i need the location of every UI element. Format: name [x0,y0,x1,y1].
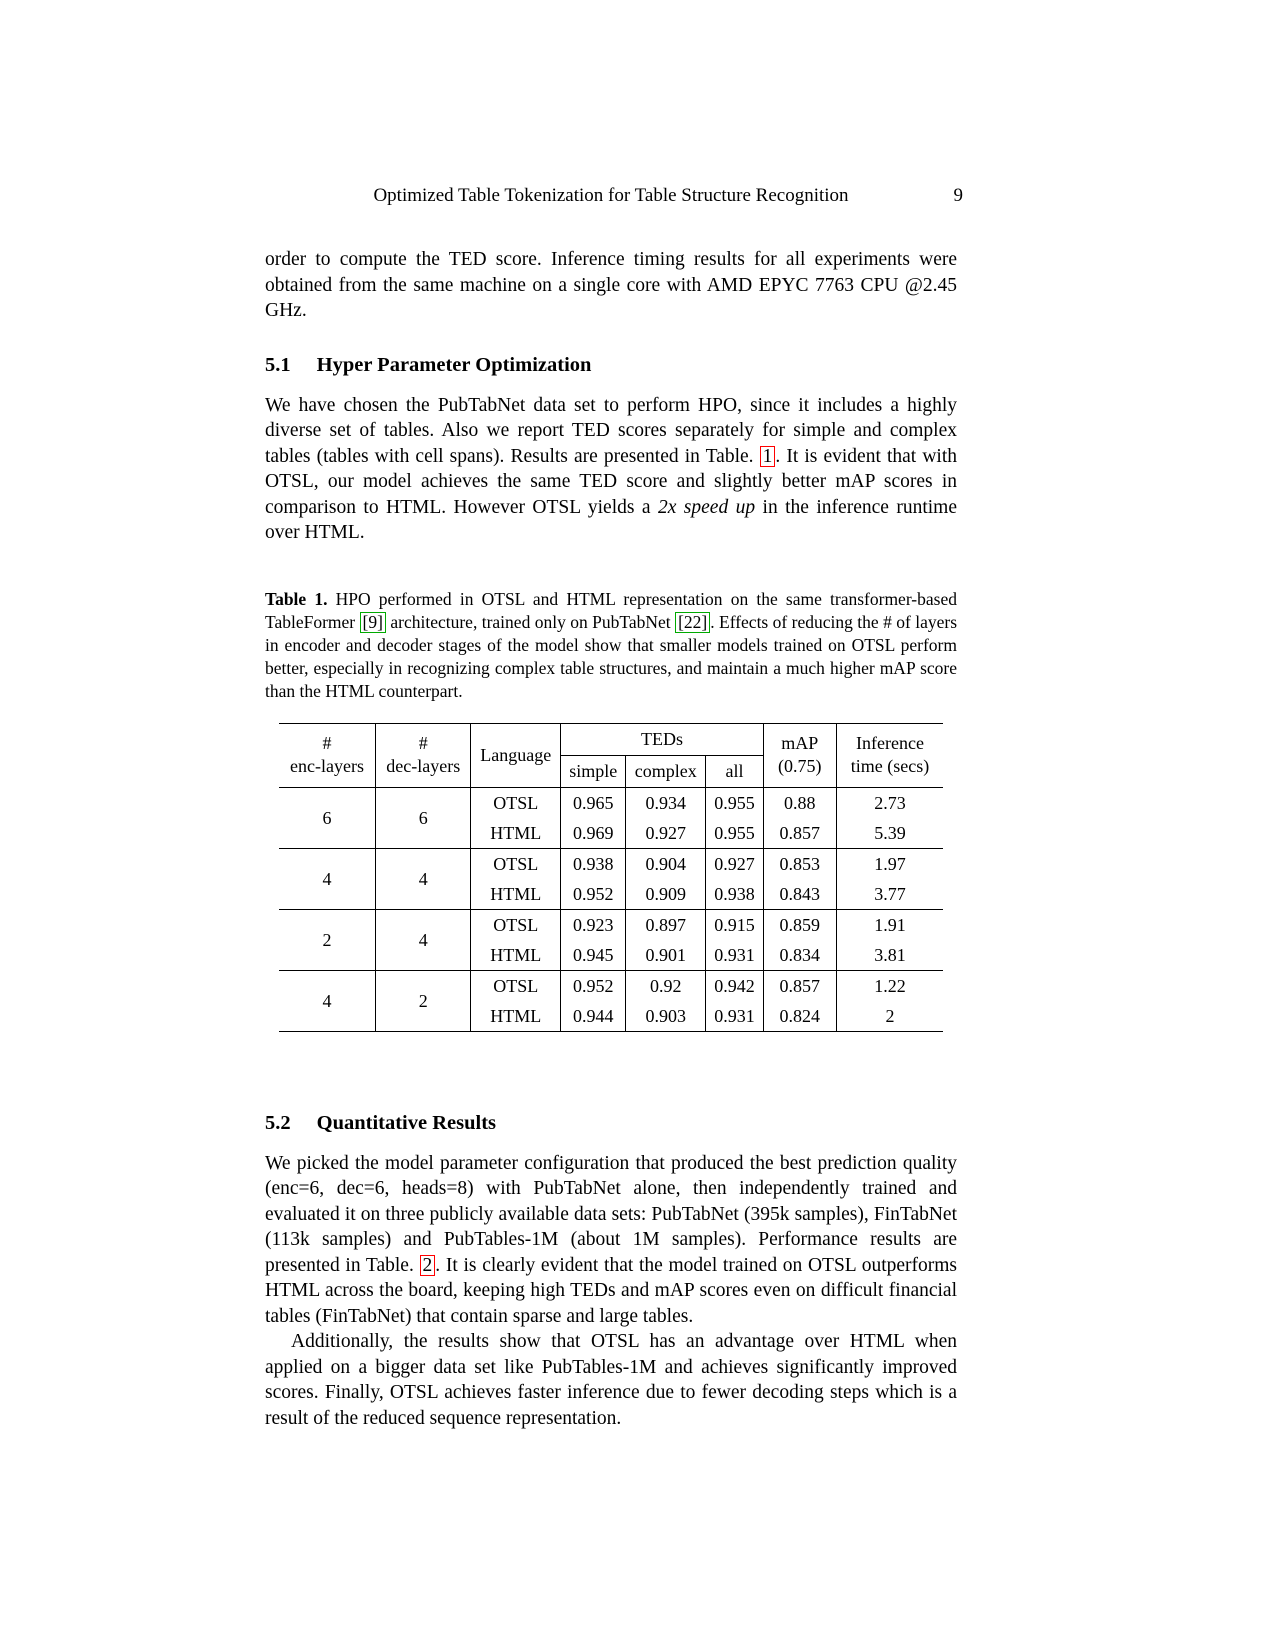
cell-language: HTML [471,1001,561,1032]
section-5-2-heading [265,1112,957,1135]
cell-dec-layers: 4 [376,848,471,909]
cell-teds-complex: 0.903 [626,1001,706,1032]
cell-teds-all: 0.915 [706,909,764,940]
table1-caption [265,588,957,703]
cell-map: 0.859 [763,909,836,940]
cell-enc-layers: 6 [279,787,376,848]
cell-teds-simple: 0.969 [561,818,626,849]
table-row [279,848,944,879]
cell-enc-layers: 2 [279,909,376,970]
cell-inference-time: 1.91 [836,909,943,940]
text-run: . It is clearly evident that the model trained on OTSL outperforms HTML across the board, keeping high TEDs and mAP scores even on difficult financial tables (FinTabNet) that contain sparse and large tables. [265,1254,958,1327]
header-map-line2: (0.75) [778,756,822,776]
table-row [279,970,944,1001]
italic-speedup-text: 2x speed up [657,496,756,518]
cell-teds-complex: 0.904 [626,848,706,879]
cell-map: 0.88 [763,787,836,818]
section-title: Quantitative Results [316,1111,496,1134]
running-head-title: Optimized Table Tokenization for Table Structure Recognition [373,185,849,206]
cell-map: 0.824 [763,1001,836,1032]
header-enc-label: enc-layers [290,756,364,776]
section-number: 5.2 [265,1111,291,1134]
cell-inference-time: 2.73 [836,787,943,818]
cell-enc-layers: 4 [279,848,376,909]
text-run: . It is evident that with OTSL, our model achieves the same TED score and slightly better mAP scores in comparison to HTML. However OTSL yields a [265,445,957,518]
page-number: 9 [953,185,963,206]
cell-teds-simple: 0.944 [561,1001,626,1032]
cell-inference-time: 3.81 [836,940,943,971]
cell-inference-time: 5.39 [836,818,943,849]
cell-map: 0.857 [763,818,836,849]
cell-teds-simple: 0.952 [561,879,626,910]
cell-language: OTSL [471,970,561,1001]
cell-teds-complex: 0.934 [626,787,706,818]
cell-teds-complex: 0.927 [626,818,706,849]
header-enc-layers [279,723,376,787]
cell-inference-time: 3.77 [836,879,943,910]
header-complex: complex [626,755,706,787]
cell-dec-layers: 2 [376,970,471,1031]
header-inference-line2: time (secs) [850,756,930,776]
cell-language: HTML [471,879,561,910]
cell-inference-time: 2 [836,1001,943,1032]
table-row [279,909,944,940]
header-dec-hash: # [418,733,428,753]
cell-teds-all: 0.927 [706,848,764,879]
header-map [763,723,836,787]
section-title: Hyper Parameter Optimization [316,353,592,376]
table-header-row [279,723,944,755]
running-head [265,185,963,207]
hpo-paragraph [265,393,957,546]
quantitative-results-paragraph-2: Additionally, the results show that OTSL has an advantage over HTML when applied on a bigger data set like PubTables-1M and achieves significantly improved scores. Finally, OTSL achieves faster inference due to fewer decoding steps which is a result of the reduced sequence representation. [265,1331,957,1429]
section-5-1-heading [265,354,957,377]
cell-teds-complex: 0.901 [626,940,706,971]
quantitative-results-paragraph [265,1151,957,1330]
cell-teds-all: 0.942 [706,970,764,1001]
cell-teds-all: 0.938 [706,879,764,910]
cell-dec-layers: 4 [376,909,471,970]
citation-22-link[interactable]: [22] [675,612,710,633]
text-run: We picked the model parameter configuration that produced the best prediction quality (enc=6, dec=6, heads=8) with PubTabNet alone, then independently trained and evaluated it on three publicly available data sets: PubTabNet (395k samples), FinTabNet (113k samples) and PubTables-1M (about 1M samples). Performance results are presented in Table. [265,1152,957,1276]
header-all: all [706,755,764,787]
cell-teds-complex: 0.897 [626,909,706,940]
header-teds: TEDs [561,723,764,755]
header-dec-label: dec-layers [386,756,461,776]
text-run: . Effects of reducing the # of layers in encoder and decoder stages of the model show that smaller models trained on OTSL perform better, especially in recognizing complex table structures, and maintain a much higher mAP score than the HTML counterpart. [265,611,957,701]
cell-language: OTSL [471,848,561,879]
cell-teds-simple: 0.952 [561,970,626,1001]
cell-language: HTML [471,940,561,971]
table1-caption-label: Table 1. [265,588,328,609]
text-run: architecture, trained only on PubTabNet [385,611,676,632]
cell-map: 0.843 [763,879,836,910]
cell-teds-all: 0.931 [706,940,764,971]
section-number: 5.1 [265,353,291,376]
cell-language: HTML [471,818,561,849]
table1-results-table [279,723,944,1032]
cell-map: 0.857 [763,970,836,1001]
cell-map: 0.834 [763,940,836,971]
table-1-ref-link[interactable]: 1 [760,446,776,467]
cell-teds-all: 0.931 [706,1001,764,1032]
header-inference [836,723,943,787]
cell-teds-complex: 0.92 [626,970,706,1001]
cell-dec-layers: 6 [376,787,471,848]
cell-teds-complex: 0.909 [626,879,706,910]
cell-teds-all: 0.955 [706,818,764,849]
cell-teds-simple: 0.923 [561,909,626,940]
citation-9-link[interactable]: [9] [360,612,386,633]
cell-inference-time: 1.97 [836,848,943,879]
text-run: in the inference runtime over HTML. [265,496,957,543]
header-language: Language [471,723,561,787]
text-run: We have chosen the PubTabNet data set to perform HPO, since it includes a highly diverse set of tables. Also we report TED scores separately for simple and complex tables (tables with cell spans). Results are presented in Table. [265,394,957,467]
cell-map: 0.853 [763,848,836,879]
cell-language: OTSL [471,909,561,940]
cell-teds-simple: 0.938 [561,848,626,879]
header-simple: simple [561,755,626,787]
intro-paragraph: order to compute the TED score. Inference timing results for all experiments were obtained from the same machine on a single core with AMD EPYC 7763 CPU @2.45 GHz. [265,249,957,321]
cell-teds-simple: 0.965 [561,787,626,818]
table-row [279,787,944,818]
table-2-ref-link[interactable]: 2 [420,1255,436,1276]
cell-teds-simple: 0.945 [561,940,626,971]
text-run: HPO performed in OTSL and HTML representation on the same transformer-based TableFormer [265,588,957,632]
cell-enc-layers: 4 [279,970,376,1031]
header-map-line1: mAP [781,733,819,753]
cell-language: OTSL [471,787,561,818]
header-dec-layers [376,723,471,787]
cell-inference-time: 1.22 [836,970,943,1001]
table1-wrapper [265,723,957,1032]
cell-teds-all: 0.955 [706,787,764,818]
header-inference-line1: Inference [856,733,924,753]
header-enc-hash: # [322,733,332,753]
